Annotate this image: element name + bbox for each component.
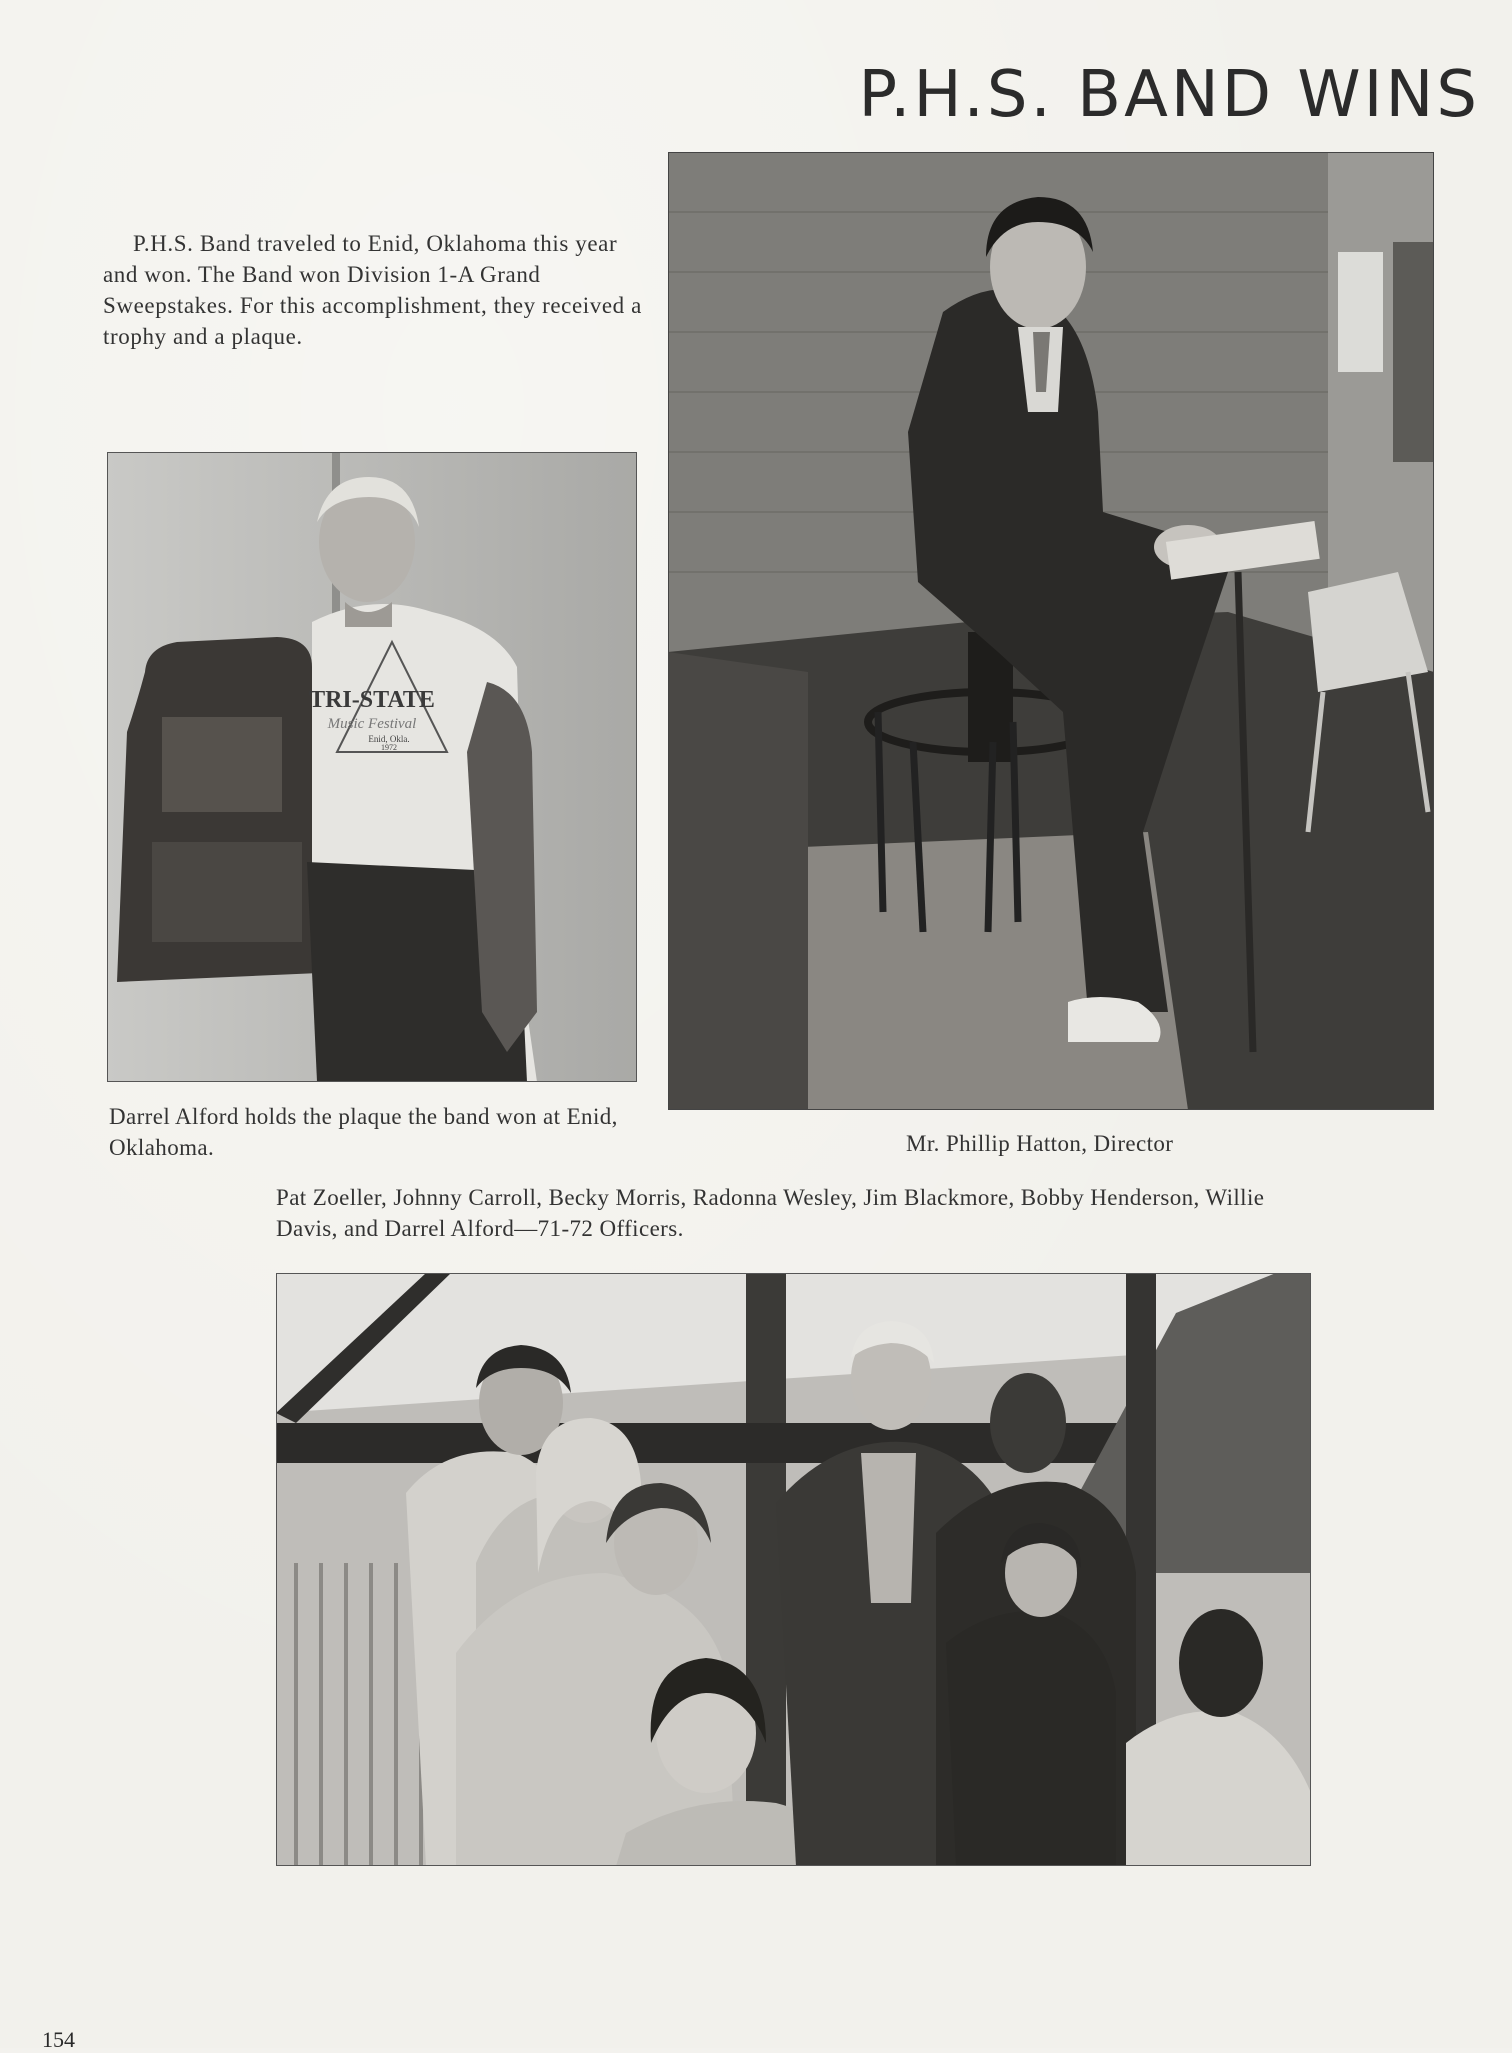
officers-photo <box>276 1273 1311 1866</box>
plaque-photo <box>107 452 637 1082</box>
plaque-photo-image <box>107 452 637 1082</box>
shirt-text-enid: Enid, Okla. <box>368 734 410 744</box>
shirt-text-year: 1972 <box>381 743 397 752</box>
intro-paragraph: P.H.S. Band traveled to Enid, Oklahoma this year and won. The Band won Division 1-A Grand Sweepstakes. For this accomplishment, they received a trophy and a plaque. <box>103 231 642 349</box>
officers-photo-image <box>276 1273 1311 1866</box>
shirt-text-tristate: TRI-STATE <box>309 687 435 713</box>
director-photo-caption: Mr. Phillip Hatton, Director <box>906 1131 1174 1156</box>
director-photo-image <box>668 152 1434 1110</box>
plaque-photo-caption: Darrel Alford holds the plaque the band won at Enid, Oklahoma. <box>109 1104 618 1160</box>
shirt-text-festival: Music Festival <box>327 716 417 732</box>
page-title: P.H.S. BAND WINS <box>858 58 1480 132</box>
officers-photo-caption: Pat Zoeller, Johnny Carroll, Becky Morris, Radonna Wesley, Jim Blackmore, Bobby Henderson, Willie Davis, and Darrel Alford—71-72 Officers. <box>276 1185 1265 1241</box>
director-photo <box>668 152 1434 1110</box>
page-number: 154 <box>42 2027 75 2052</box>
